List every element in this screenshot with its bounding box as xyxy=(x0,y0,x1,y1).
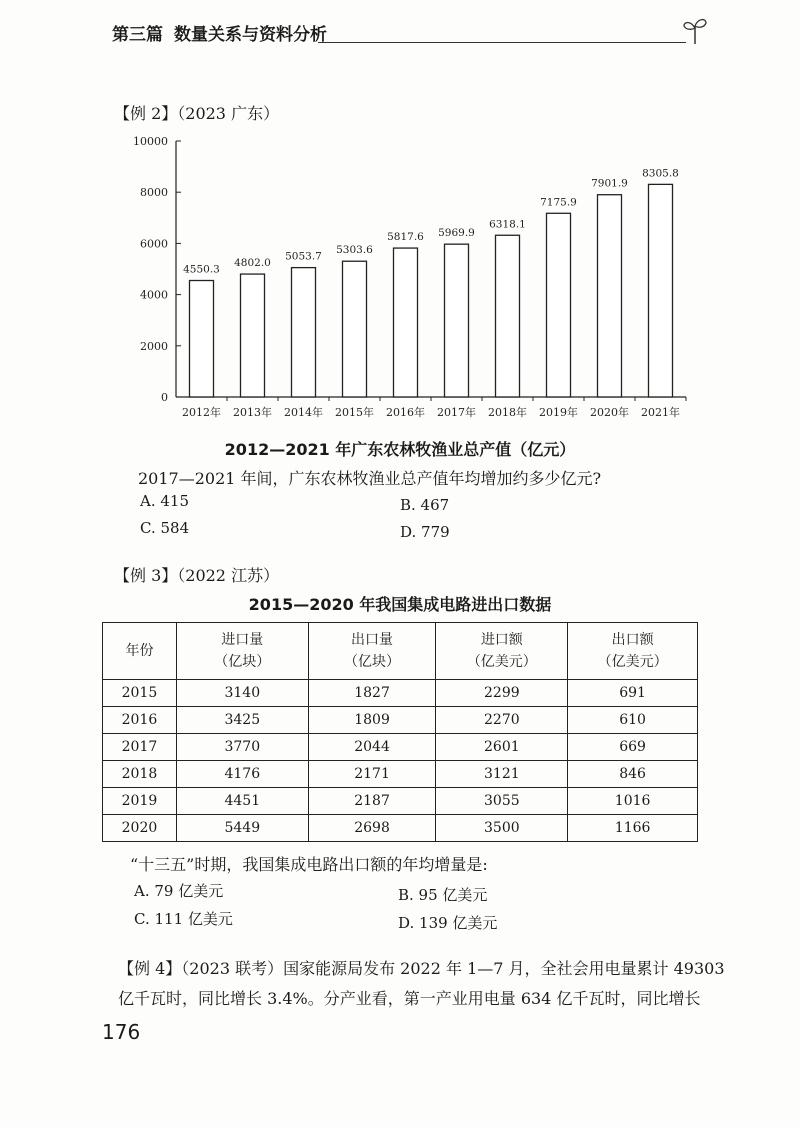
option-b: B. 95 亿美元 xyxy=(398,886,488,904)
table-row xyxy=(103,707,698,734)
data-label: 4550.3 xyxy=(183,263,220,276)
bar xyxy=(241,274,265,397)
table-cell: 2299 xyxy=(436,680,568,707)
x-tick-label: 2013年 xyxy=(233,406,272,419)
data-label: 5053.7 xyxy=(285,250,322,263)
data-label: 6318.1 xyxy=(489,218,526,231)
option-d: D. 139 亿美元 xyxy=(398,914,498,932)
bar xyxy=(496,235,520,397)
table-cell: 2698 xyxy=(308,815,436,842)
data-label: 8305.8 xyxy=(642,167,679,180)
table-cell: 2015 xyxy=(103,680,177,707)
example-2-question: 2017—2021 年间，广东农林牧渔业总产值年均增加约多少亿元? xyxy=(138,469,602,488)
table-cell: 2019 xyxy=(103,788,177,815)
table-row xyxy=(103,815,698,842)
option-c: C. 584 xyxy=(140,519,190,537)
table-cell: 691 xyxy=(568,680,698,707)
example-2-label: 【例 2】（2023 广东） xyxy=(114,104,280,123)
column-header: 出口额 （亿美元） xyxy=(568,623,698,680)
bar xyxy=(649,184,673,397)
table-cell: 4451 xyxy=(176,788,308,815)
data-label: 5969.9 xyxy=(438,227,475,240)
option-b: B. 467 xyxy=(400,496,450,514)
example-4-paragraph xyxy=(118,954,725,1014)
y-tick-label: 2000 xyxy=(140,339,168,353)
x-tick-label: 2018年 xyxy=(488,406,527,419)
chart-caption: 2012—2021 年广东农林牧渔业总产值（亿元） xyxy=(224,440,576,459)
table-row xyxy=(103,680,698,707)
example-3-question: “十三五”时期，我国集成电路出口额的年均增量是: xyxy=(130,855,488,874)
y-tick-label: 10000 xyxy=(133,135,168,148)
y-tick-label: 4000 xyxy=(140,288,168,302)
table-cell: 2018 xyxy=(103,761,177,788)
table-cell: 2601 xyxy=(436,734,568,761)
table-row xyxy=(103,761,698,788)
data-label: 7901.9 xyxy=(591,177,628,190)
data-label: 5303.6 xyxy=(336,244,373,257)
option-c: C. 111 亿美元 xyxy=(134,910,233,928)
table-cell: 2270 xyxy=(436,707,568,734)
table-cell: 1166 xyxy=(568,815,698,842)
column-header: 出口量 （亿块） xyxy=(308,623,436,680)
table-cell: 1016 xyxy=(568,788,698,815)
example-4-source: （2023 联考） xyxy=(181,959,284,978)
example-4-text-line2: 亿千瓦时，同比增长 3.4%。分产业看，第一产业用电量 634 亿千瓦时，同比增长 xyxy=(118,989,701,1008)
bar xyxy=(190,281,214,397)
table-cell: 1809 xyxy=(308,707,436,734)
table-header-row xyxy=(103,623,698,680)
header-rule xyxy=(318,42,686,43)
example-3-label: 【例 3】（2022 江苏） xyxy=(114,566,280,585)
bar xyxy=(547,213,571,397)
x-tick-label: 2016年 xyxy=(386,406,425,419)
example-4-text-line1: 国家能源局发布 2022 年 1—7 月，全社会用电量累计 49303 xyxy=(283,959,725,978)
table-cell: 3770 xyxy=(176,734,308,761)
x-tick-label: 2012年 xyxy=(182,406,221,419)
table-cell: 3121 xyxy=(436,761,568,788)
table-cell: 2017 xyxy=(103,734,177,761)
bar-chart xyxy=(120,130,700,430)
table-cell: 3140 xyxy=(176,680,308,707)
table-cell: 3500 xyxy=(436,815,568,842)
column-header: 进口额 （亿美元） xyxy=(436,623,568,680)
option-a: A. 415 xyxy=(140,492,189,510)
sprout-icon xyxy=(680,14,710,48)
table-cell: 1827 xyxy=(308,680,436,707)
table-cell: 2171 xyxy=(308,761,436,788)
y-tick-label: 6000 xyxy=(140,237,168,251)
table-cell: 4176 xyxy=(176,761,308,788)
y-tick-label: 8000 xyxy=(140,186,168,200)
x-tick-label: 2020年 xyxy=(590,406,629,419)
bar xyxy=(394,248,418,397)
x-tick-label: 2014年 xyxy=(284,406,323,419)
table-cell: 3055 xyxy=(436,788,568,815)
table-cell: 2044 xyxy=(308,734,436,761)
option-a: A. 79 亿美元 xyxy=(134,882,224,900)
table-row xyxy=(103,788,698,815)
chapter-label: 第三篇 xyxy=(112,25,163,45)
bar xyxy=(343,261,367,397)
column-header: 进口量 （亿块） xyxy=(176,623,308,680)
example-4-label: 【例 4】 xyxy=(118,959,182,978)
data-label: 7175.9 xyxy=(540,196,577,209)
option-d: D. 779 xyxy=(400,523,450,541)
table-cell: 610 xyxy=(568,707,698,734)
column-header: 年份 xyxy=(103,623,177,680)
table-cell: 2187 xyxy=(308,788,436,815)
chapter-title: 数量关系与资料分析 xyxy=(174,25,327,45)
table-cell: 669 xyxy=(568,734,698,761)
bar xyxy=(292,268,316,397)
x-tick-label: 2015年 xyxy=(335,406,374,419)
data-table xyxy=(102,622,698,842)
y-tick-label: 0 xyxy=(161,391,168,404)
data-label: 4802.0 xyxy=(234,257,271,270)
table-row xyxy=(103,734,698,761)
table-cell: 5449 xyxy=(176,815,308,842)
table-cell: 3425 xyxy=(176,707,308,734)
data-label: 5817.6 xyxy=(387,231,424,244)
x-tick-label: 2021年 xyxy=(641,406,680,419)
table-cell: 2016 xyxy=(103,707,177,734)
x-tick-label: 2019年 xyxy=(539,406,578,419)
page-number: 176 xyxy=(102,1020,141,1044)
bar xyxy=(445,244,469,397)
table-title: 2015—2020 年我国集成电路进出口数据 xyxy=(248,595,552,614)
table-cell: 2020 xyxy=(103,815,177,842)
table-cell: 846 xyxy=(568,761,698,788)
bar xyxy=(598,195,622,397)
x-tick-label: 2017年 xyxy=(437,406,476,419)
